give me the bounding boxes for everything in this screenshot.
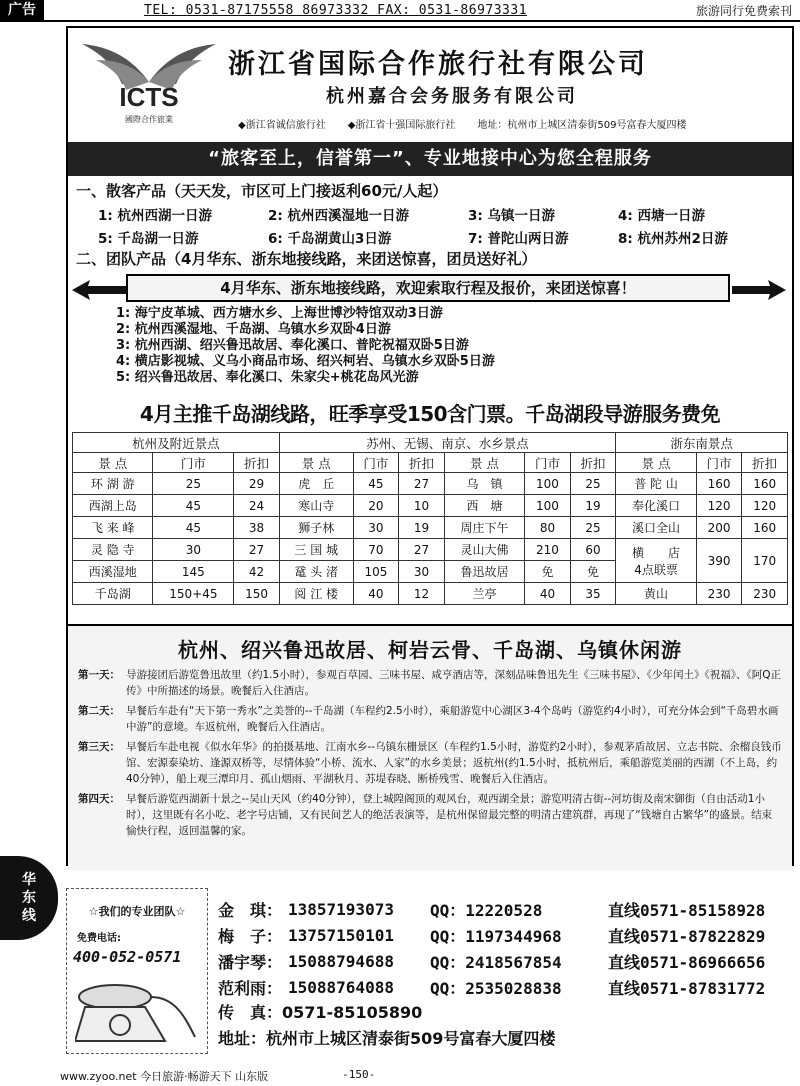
contact-qq: QQ：1197344968 <box>430 926 562 946</box>
contact-mobile: 13757150101 <box>288 925 394 945</box>
contact-name: 梅 子： <box>218 926 283 946</box>
contact-mobile: 13857193073 <box>288 899 394 919</box>
cell: 160 <box>742 517 788 539</box>
cell: 100 <box>525 495 571 517</box>
tour-item: 4: 横店影视城、义乌小商品市场、绍兴柯岩、乌镇水乡双卧5日游 <box>116 354 495 369</box>
left-arrow-icon <box>70 276 126 300</box>
table-column-header <box>73 453 788 473</box>
col-discount: 折扣 <box>234 453 280 473</box>
address-line: 地址：杭州市上城区清泰街509号富春大厦四楼 <box>218 1029 556 1048</box>
product-item: 1: 杭州西湖一日游 <box>98 208 212 224</box>
cell: 灵山大佛 <box>444 539 524 561</box>
cell: 西湖上岛 <box>73 495 153 517</box>
cell: 免 <box>570 561 616 583</box>
itinerary-day <box>78 739 782 787</box>
cell: 10 <box>399 495 445 517</box>
telephone-icon <box>75 977 201 1049</box>
itinerary-title: 杭州、绍兴鲁迅故居、柯岩云骨、千岛湖、乌镇休闲游 <box>178 638 682 662</box>
section-group-title: 二、团队产品（4月华东、浙东地接线路，来团送惊喜，团员送好礼） <box>76 250 537 268</box>
page-footer <box>60 1068 800 1084</box>
cell: 三 国 城 <box>279 539 353 561</box>
icts-logo <box>74 34 224 130</box>
cell: 19 <box>399 517 445 539</box>
cell: 横 店 <box>632 545 681 560</box>
group-suzhou: 苏州、无锡、南京、水乡景点 <box>279 433 615 453</box>
cell: 100 <box>525 473 571 495</box>
right-arrow-icon <box>732 276 788 300</box>
cell: 29 <box>234 473 280 495</box>
cell: 西溪湿地 <box>73 561 153 583</box>
contact-section <box>66 888 794 1058</box>
cell: 145 <box>153 561 234 583</box>
day-label: 第二天： <box>78 705 120 717</box>
contact-direct: 直线0571-87831772 <box>608 978 766 998</box>
cell: 170 <box>742 539 788 583</box>
east-china-line-tag <box>0 856 58 940</box>
cell: 黄山 <box>616 583 696 605</box>
table-row <box>73 495 788 517</box>
team-title: ☆我们的专业团队☆ <box>88 905 186 918</box>
product-item: 5: 千岛湖一日游 <box>98 231 199 247</box>
credential-2: ◆浙江省十强国际旅行社 <box>347 120 456 131</box>
cell: 40 <box>525 583 571 605</box>
page-number: -150- <box>342 1068 376 1081</box>
cell: 24 <box>234 495 280 517</box>
cell: 200 <box>696 517 742 539</box>
product-item: 6: 千岛湖黄山3日游 <box>268 231 392 247</box>
cell: 灵 隐 寺 <box>73 539 153 561</box>
group-zhedong: 浙东南景点 <box>616 433 788 453</box>
tour-item: 5: 绍兴鲁迅故居、奉化溪口、朱家尖+桃花岛风光游 <box>116 370 419 385</box>
promo-headline: 4月主推千岛湖线路，旺季享受150含门票。千岛湖段导游服务费免 <box>139 402 721 426</box>
magazine-slogan: 旅游同行免费索刊 <box>695 3 792 18</box>
cell: 105 <box>353 561 399 583</box>
col-ticket: 门市 <box>353 453 399 473</box>
cell: 鼋 头 渚 <box>279 561 353 583</box>
contact-row <box>218 896 765 922</box>
cell: 30 <box>153 539 234 561</box>
product-item: 7: 普陀山两日游 <box>468 231 569 247</box>
cell: 12 <box>399 583 445 605</box>
contact-mobile: 15088764088 <box>288 977 394 997</box>
tour-item: 3: 杭州西湖、绍兴鲁迅故居、奉化溪口、普陀祝福双卧5日游 <box>116 338 469 353</box>
cell: 230 <box>696 583 742 605</box>
cell: 环 湖 游 <box>73 473 153 495</box>
table-group-header <box>73 433 788 453</box>
table-row <box>73 517 788 539</box>
cell: 30 <box>399 561 445 583</box>
itinerary-day <box>78 791 782 839</box>
col-spot: 景 点 <box>279 453 353 473</box>
cell: 70 <box>353 539 399 561</box>
cell: 兰亭 <box>444 583 524 605</box>
team-box <box>66 888 208 1054</box>
cell: 45 <box>153 517 234 539</box>
group-hangzhou: 杭州及附近景点 <box>73 433 280 453</box>
section-individual-title: 一、散客产品（天天发，市区可上门接返利60元/人起） <box>76 182 448 200</box>
cell: 45 <box>153 495 234 517</box>
table-row <box>73 473 788 495</box>
cell: 40 <box>353 583 399 605</box>
cell: 溪口全山 <box>616 517 696 539</box>
col-discount: 折扣 <box>742 453 788 473</box>
cell: 普 陀 山 <box>616 473 696 495</box>
cell: 60 <box>570 539 616 561</box>
contact-row <box>218 922 765 948</box>
cell: 27 <box>399 539 445 561</box>
day-text: 早餐后车赴电视《似水年华》的拍摄基地、江南水乡--乌镇东栅景区（车程约1.5小时，游览约2小时），参观茅盾故居、立志书院、余榴良钱币馆、宏源泰染坊、逢源双桥等，尽情体验“小桥、流水、人家”的水乡美景；返杭州(约1.5小时，抵杭州后，乘船游览美丽的西湖（不上岛，约40分钟），船上观三潭印月、孤山烟雨、平湖秋月、苏堤春晓、断桥残雪、晚餐后入住酒店。 <box>126 741 782 785</box>
col-spot: 景 点 <box>616 453 696 473</box>
contact-name: 范利雨： <box>218 978 283 998</box>
cell: 免 <box>525 561 571 583</box>
cell: 160 <box>742 473 788 495</box>
cell: 80 <box>525 517 571 539</box>
day-label: 第四天： <box>78 793 120 805</box>
cell: 乌 镇 <box>444 473 524 495</box>
product-item: 4: 西塘一日游 <box>618 208 705 224</box>
product-item: 3: 乌镇一日游 <box>468 208 555 224</box>
col-ticket: 门市 <box>153 453 234 473</box>
tour-item: 1: 海宁皮革城、西方塘水乡、上海世博沙特馆双动3日游 <box>116 306 443 321</box>
cell: 160 <box>696 473 742 495</box>
cell: 150+45 <box>153 583 234 605</box>
contact-qq: QQ：2535028838 <box>430 978 562 998</box>
cell: 25 <box>570 517 616 539</box>
cell: 西 塘 <box>444 495 524 517</box>
product-item: 2: 杭州西溪湿地一日游 <box>268 208 409 224</box>
col-spot: 景 点 <box>444 453 524 473</box>
cell: 20 <box>353 495 399 517</box>
product-item: 8: 杭州苏州2日游 <box>618 231 728 247</box>
svg-text:ICTS: ICTS <box>119 82 179 112</box>
cell: 42 <box>234 561 280 583</box>
tag-char: 线 <box>22 908 36 924</box>
free-phone-label: 免费电话: <box>77 933 121 944</box>
banner-text: 4月华东、浙东地接线路，欢迎索取行程及报价，来团送惊喜！ <box>126 274 730 302</box>
cell: 千岛湖 <box>73 583 153 605</box>
top-bar <box>0 0 800 22</box>
col-ticket: 门市 <box>696 453 742 473</box>
day-text: 早餐后游览西湖新十景之--吴山天风（约40分钟），登上城隍阁顶的观风台，观西湖全景；游览明清古街--河坊街及南宋御街（自由活动1小时），这里既有名小吃、老字号店铺，又有民间艺人的绝活表演等，是杭州保留最完整的明清古建筑群，再现了“钱塘自古繁华”的盛景。结束愉快行程，返回温馨的家。 <box>126 793 773 837</box>
contact-direct: 直线0571-86966656 <box>608 952 766 972</box>
tag-char: 东 <box>22 890 36 906</box>
credential-1: ◆浙江省诚信旅行社 <box>238 120 326 131</box>
contact-name: 金 琪： <box>218 900 283 920</box>
cell: 狮子林 <box>279 517 353 539</box>
tag-char: 华 <box>22 872 36 888</box>
ad-frame <box>66 26 794 866</box>
cell: 25 <box>570 473 616 495</box>
footer-site: www.zyoo.net 今日旅游·畅游天下 山东版 <box>60 1070 269 1083</box>
cell: 35 <box>570 583 616 605</box>
contact-row <box>218 948 765 974</box>
col-discount: 折扣 <box>570 453 616 473</box>
cell: 阅 江 楼 <box>279 583 353 605</box>
company-address: 地址：杭州市上城区清泰街509号富春大厦四楼 <box>477 120 687 131</box>
promo-arrow-banner <box>68 274 792 302</box>
fax-line: 传 真：0571-85105890 <box>218 1003 423 1022</box>
cell: 虎 丘 <box>279 473 353 495</box>
contact-qq: QQ：2418567854 <box>430 952 562 972</box>
company-name: 浙江省国际合作旅行社有限公司 <box>228 49 648 80</box>
cell: 4点联票 <box>634 562 678 577</box>
cell: 120 <box>696 495 742 517</box>
itinerary-day <box>78 667 782 699</box>
col-spot: 景 点 <box>73 453 153 473</box>
day-text: 导游接团后游览鲁迅故里（约1.5小时），参观百草园、三味书屋、咸亨酒店等，深刻品味鲁迅先生《三味书屋》、《少年闰土》《祝福》、《阿Q正传》中所描述的场景。晚餐后入住酒店。 <box>126 669 781 697</box>
contact-name: 潘宇琴： <box>218 952 283 972</box>
company-credentials <box>238 116 687 131</box>
day-text: 早餐后车赴有“天下第一秀水”之美誉的--千岛湖（车程约2.5小时），乘船游览中心湖区3-4个岛屿（游览约4小时），可充分体会到“千岛碧水画中游”的意境。车返杭州，晚餐后入住酒店。 <box>126 705 779 733</box>
svg-text:國際合作旅業: 國際合作旅業 <box>125 115 173 124</box>
cell: 27 <box>234 539 280 561</box>
cell: 45 <box>353 473 399 495</box>
cell: 奉化溪口 <box>616 495 696 517</box>
cell: 210 <box>525 539 571 561</box>
cell: 25 <box>153 473 234 495</box>
contact-row <box>218 974 765 1000</box>
cell: 38 <box>234 517 280 539</box>
group-tours-list <box>116 306 495 386</box>
col-discount: 折扣 <box>399 453 445 473</box>
cell: 30 <box>353 517 399 539</box>
cell: 120 <box>742 495 788 517</box>
price-table <box>72 432 788 605</box>
cell: 230 <box>742 583 788 605</box>
contact-qq: QQ：12220528 <box>430 900 543 920</box>
individual-products-list <box>98 204 778 247</box>
tour-item: 2: 杭州西溪湿地、千岛湖、乌镇水乡双卧4日游 <box>116 322 391 337</box>
hengdian-cell <box>616 539 696 583</box>
contact-mobile: 15088794688 <box>288 951 394 971</box>
col-ticket: 门市 <box>525 453 571 473</box>
contact-direct: 直线0571-87822829 <box>608 926 766 946</box>
company-name-secondary: 杭州嘉合会务服务有限公司 <box>326 86 578 107</box>
contact-phone-line: TEL: 0531-87175558 86973332 FAX: 0531-86973331 <box>144 2 528 18</box>
cell: 390 <box>696 539 742 583</box>
itinerary-box <box>68 624 792 870</box>
day-label: 第三天： <box>78 741 120 753</box>
cell: 150 <box>234 583 280 605</box>
contact-persons <box>218 896 765 1052</box>
cell: 周庄下午 <box>444 517 524 539</box>
table-row <box>73 539 788 561</box>
slogan-banner: “旅客至上，信誉第一”、专业地接中心为您全程服务 <box>68 142 792 176</box>
itinerary-day <box>78 703 782 735</box>
ad-label: 广告 <box>0 0 44 21</box>
table-row <box>73 583 788 605</box>
cell: 飞 来 峰 <box>73 517 153 539</box>
contact-direct: 直线0571-85158928 <box>608 900 766 920</box>
cell: 27 <box>399 473 445 495</box>
free-phone-number: 400-052-0571 <box>73 948 182 966</box>
day-label: 第一天： <box>78 669 120 681</box>
cell: 19 <box>570 495 616 517</box>
cell: 鲁迅故居 <box>444 561 524 583</box>
company-header <box>68 28 792 140</box>
cell: 寒山寺 <box>279 495 353 517</box>
